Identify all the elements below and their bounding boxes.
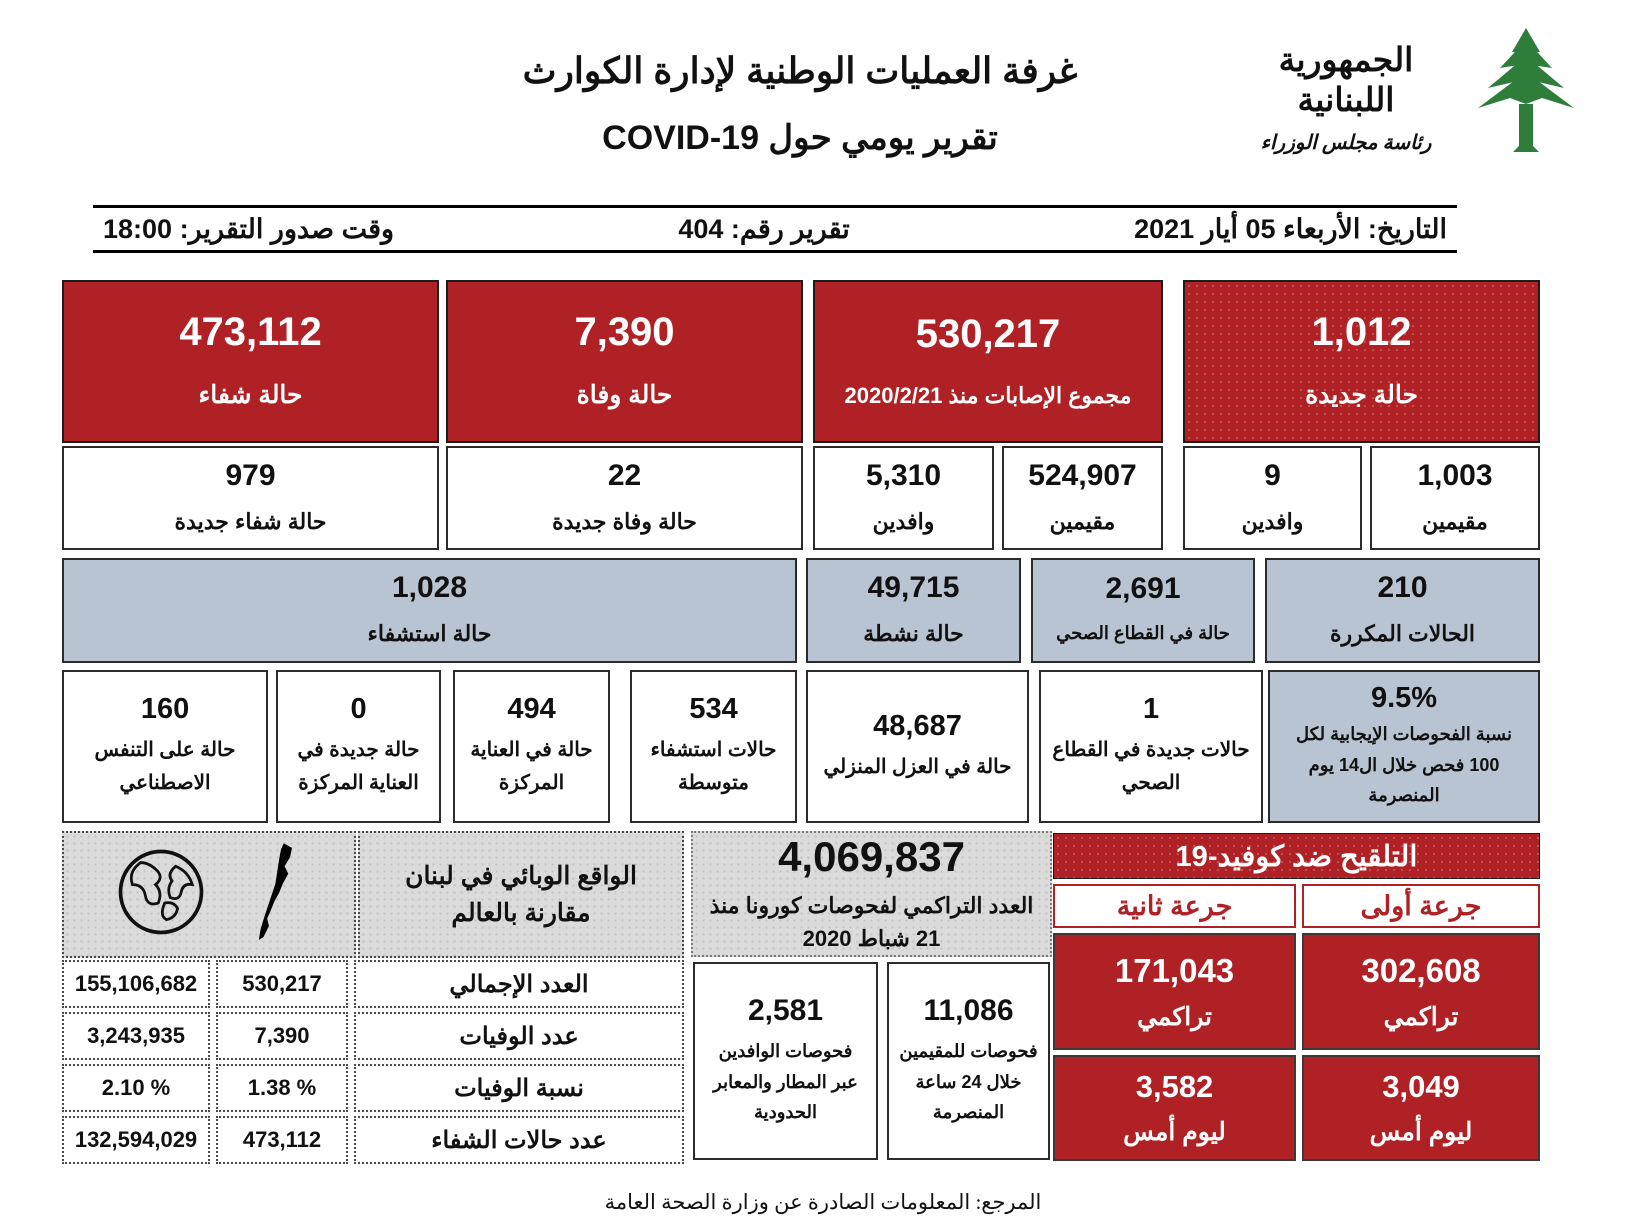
new-recovered-box [62, 446, 439, 550]
new-cases-label: حالة جديدة [1305, 380, 1418, 409]
ventilator-cases-value: 160 [140, 693, 190, 725]
globe-icon [115, 846, 207, 943]
hospitalized-value: 1,028 [391, 571, 468, 604]
comparison-world-value: 2.10 % [62, 1064, 210, 1112]
total-arrivals-label: وافدين [872, 508, 935, 534]
total-cases-value: 530,217 [915, 311, 1061, 356]
resident-tests-box [887, 962, 1050, 1160]
comparison-row-label: عدد حالات الشفاء [354, 1116, 684, 1164]
deaths-value: 7,390 [574, 309, 675, 354]
active-cases-value: 49,715 [867, 571, 960, 604]
report-title-line2: تقرير يومي حول COVID-19 [602, 119, 998, 157]
comparison-world-value: 132,594,029 [62, 1116, 210, 1164]
moderate-cases-value: 534 [689, 693, 738, 725]
second-dose-cumulative-box [1053, 933, 1296, 1050]
org-name-line2: رئاسة مجلس الوزراء [1260, 132, 1432, 154]
new-residents-label: مقيمين [1422, 508, 1488, 534]
arrival-tests-box [693, 962, 878, 1160]
comparison-title: الواقع الوبائي في لبنان مقارنة بالعالم [405, 862, 637, 927]
org-name-line1: الجمهورية اللبنانية [1278, 43, 1414, 119]
home-isolation-value: 48,687 [873, 709, 962, 742]
report-issue-time: وقت صدور التقرير: 18:00 [103, 213, 395, 244]
second-dose-cumulative-label: تراكمي [1137, 1002, 1212, 1031]
arrival-tests-label: فحوصات الوافدين عبر المطار والمعابر الحدودية [713, 1041, 858, 1123]
total-cases-box [813, 280, 1163, 443]
health-sector-cases-label: حالة في القطاع الصحي [1056, 623, 1230, 644]
comparison-lebanon-value: 473,112 [216, 1116, 348, 1164]
recovered-label: حالة شفاء [198, 380, 303, 409]
new-recovered-value: 979 [225, 458, 276, 492]
ventilator-cases-label: حالة على التنفس الاصطناعي [94, 739, 236, 794]
hospitalized-box [62, 558, 797, 663]
first-dose-label: جرعة أولى [1360, 890, 1482, 921]
active-cases-box [806, 558, 1021, 663]
cedar-tree-icon [1466, 26, 1586, 157]
cumulative-tests-label: العدد التراكمي لفحوصات كورونا منذ 21 شباط 2020 [709, 893, 1034, 951]
moderate-cases-label: حالات استشفاء متوسطة [650, 739, 777, 794]
new-cases-value: 1,012 [1311, 309, 1412, 354]
icu-cases-label: حالة في العناية المركزة [470, 739, 593, 794]
positivity-rate-label: نسبة الفحوصات الإيجابية لكل 100 فحص خلال ال14 يوم المنصرمة [1296, 724, 1512, 806]
comparison-title-cell [358, 831, 684, 958]
deaths-box [446, 280, 803, 443]
moderate-cases-box [630, 670, 797, 823]
vaccination-title: التلقيح ضد كوفيد-19 [1175, 840, 1418, 873]
positivity-rate-box [1268, 670, 1540, 823]
new-icu-cases-box [276, 670, 441, 823]
deaths-label: حالة وفاة [576, 380, 673, 409]
resident-tests-value: 11,086 [923, 994, 1014, 1028]
comparison-icons-cell [62, 831, 356, 958]
home-isolation-box [806, 670, 1029, 823]
second-dose-yesterday-value: 3,582 [1135, 1069, 1214, 1104]
health-sector-cases-value: 2,691 [1105, 572, 1181, 606]
total-residents-label: مقيمين [1049, 508, 1116, 534]
first-dose-cumulative-value: 302,608 [1361, 951, 1481, 989]
health-sector-cases-box [1031, 558, 1255, 663]
new-cases-box [1183, 280, 1540, 443]
comparison-lebanon-value: 1.38 % [216, 1064, 348, 1112]
vaccination-header [1053, 833, 1540, 879]
second-dose-cumulative-value: 171,043 [1114, 951, 1235, 989]
arrival-tests-value: 2,581 [747, 994, 824, 1028]
first-dose-yesterday-box [1302, 1055, 1540, 1161]
new-deaths-box [446, 446, 803, 550]
meta-bar [93, 205, 1457, 253]
icu-cases-value: 494 [507, 693, 556, 725]
repeated-cases-value: 210 [1377, 571, 1428, 604]
recovered-value: 473,112 [179, 309, 322, 354]
comparison-lebanon-value: 7,390 [216, 1012, 348, 1060]
reference-note: المرجع: المعلومات الصادرة عن وزارة الصحة العامة [604, 1190, 1042, 1214]
new-deaths-value: 22 [607, 458, 642, 492]
recovered-box [62, 280, 439, 443]
comparison-row-label: العدد الإجمالي [354, 960, 684, 1008]
government-logo [1236, 26, 1586, 157]
new-arrivals-label: وافدين [1241, 508, 1304, 534]
second-dose-yesterday-label: ليوم أمس [1123, 1118, 1226, 1146]
second-dose-yesterday-box [1053, 1055, 1296, 1161]
cumulative-tests-box [691, 831, 1052, 957]
total-residents-box [1002, 446, 1163, 550]
cumulative-tests-value: 4,069,837 [778, 833, 965, 880]
comparison-world-value: 3,243,935 [62, 1012, 210, 1060]
active-cases-label: حالة نشطة [863, 621, 964, 646]
home-isolation-label: حالة في العزل المنزلي [823, 755, 1012, 778]
new-recovered-label: حالة شفاء جديدة [174, 508, 327, 534]
repeated-cases-box [1265, 558, 1540, 663]
new-health-sector-value: 1 [1142, 693, 1160, 725]
new-arrivals-value: 9 [1264, 458, 1281, 492]
report-title [320, 50, 1280, 158]
first-dose-yesterday-value: 3,049 [1382, 1069, 1460, 1104]
resident-tests-label: فحوصات للمقيمين خلال 24 ساعة المنصرمة [899, 1041, 1038, 1123]
report-number: تقرير رقم: 404 [678, 213, 850, 244]
lebanon-map-icon [257, 838, 303, 951]
second-dose-header [1053, 884, 1296, 928]
new-residents-value: 1,003 [1417, 458, 1493, 492]
new-residents-box [1370, 446, 1540, 550]
second-dose-label: جرعة ثانية [1116, 890, 1233, 921]
first-dose-cumulative-box [1302, 933, 1540, 1050]
comparison-row-label: عدد الوفيات [354, 1012, 684, 1060]
total-arrivals-box [813, 446, 994, 550]
repeated-cases-label: الحالات المكررة [1329, 621, 1476, 646]
total-cases-label: مجموع الإصابات منذ 2020/2/21 [844, 382, 1132, 408]
report-date: التاريخ: الأربعاء 05 أيار 2021 [1134, 213, 1447, 244]
comparison-lebanon-value: 530,217 [216, 960, 348, 1008]
report-title-line1: غرفة العمليات الوطنية لإدارة الكوارث [522, 50, 1078, 91]
new-deaths-label: حالة وفاة جديدة [552, 508, 697, 534]
icu-cases-box [453, 670, 610, 823]
ventilator-cases-box [62, 670, 268, 823]
first-dose-cumulative-label: تراكمي [1383, 1002, 1459, 1031]
positivity-rate-value: 9.5% [1370, 682, 1438, 715]
first-dose-header [1302, 884, 1540, 928]
new-icu-cases-value: 0 [350, 693, 367, 725]
new-icu-cases-label: حالة جديدة في العناية المركزة [297, 739, 420, 794]
total-arrivals-value: 5,310 [865, 458, 942, 492]
first-dose-yesterday-label: ليوم أمس [1369, 1118, 1473, 1146]
new-health-sector-box [1039, 670, 1263, 823]
new-arrivals-box [1183, 446, 1362, 550]
total-residents-value: 524,907 [1028, 458, 1137, 492]
comparison-row-label: نسبة الوفيات [354, 1064, 684, 1112]
new-health-sector-label: حالات جديدة في القطاع الصحي [1052, 739, 1250, 794]
hospitalized-label: حالة استشفاء [367, 621, 492, 646]
comparison-world-value: 155,106,682 [62, 960, 210, 1008]
